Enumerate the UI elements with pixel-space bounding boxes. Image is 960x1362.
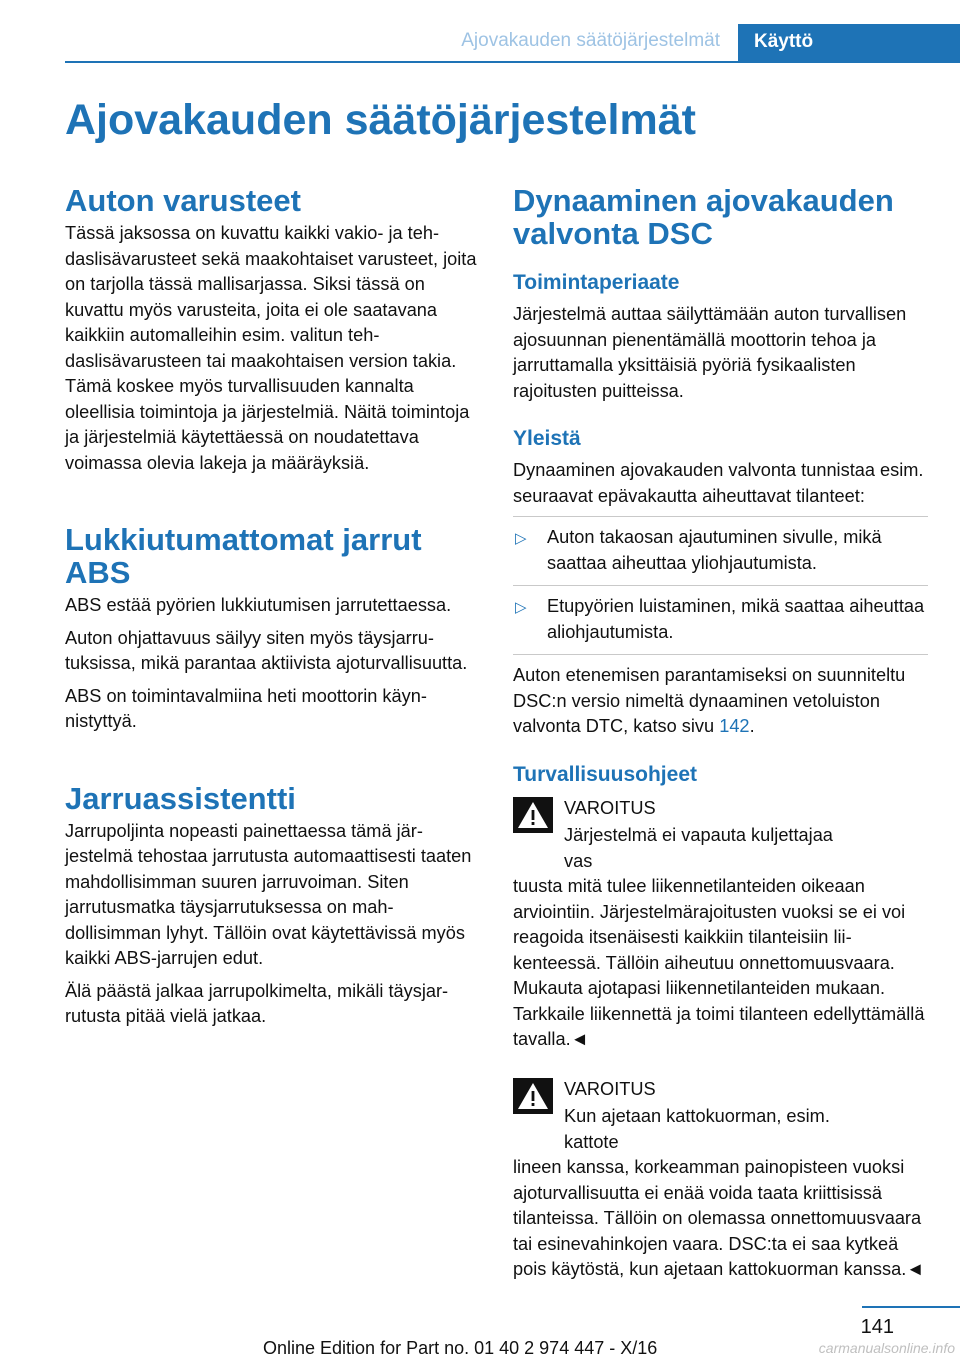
paragraph-end: . (749, 716, 755, 736)
paragraph: ABS estää pyörien lukkiutumisen jarrutettaessa. (65, 595, 452, 615)
list-item-text: Auton takaosan ajautuminen sivulle, mikä saattaa aiheuttaa yliohjautumista. (547, 527, 882, 573)
paragraph: Jarrupoljinta nopeasti painettaessa tämä järjestelmä tehostaa jarrutusta automaattisesti taaten mahdollisimman suuren jarruvoiman. Siten jarrutusmatka täysjarrutuksessa on mahdollisimman lyhyt. Tällöin ovat käytettävissä myös kaikki ABS-jarrujen edut. (65, 820, 472, 968)
heading-dsc: Dynaaminen ajovakauden valvonta DSC (513, 183, 894, 251)
list-item (513, 517, 928, 586)
paragraph-text: Auton etenemisen parantamiseksi on suunniteltu DSC:n versio nimeltä dynaaminen vetoluiston valvonta DTC, katso sivu (513, 665, 906, 736)
warning-triangle-icon (513, 1078, 553, 1114)
subheading-toimintaperiaate: Toimintaperiaate (513, 271, 680, 294)
heading-abs: Lukkiutumattomat jarrut ABS (65, 522, 422, 590)
page-title: Ajovakauden säätöjärjestelmät (65, 96, 696, 144)
page-number: 141 (860, 1316, 894, 1338)
footer-rule (862, 1306, 960, 1308)
paragraph: Tässä jaksossa on kuvattu kaikki vakio- ja tehdaslisävarusteet sekä maakohtaiset varusteet, joita on tarjolla tässä mallisarjassa. Siksi tässä on kuvattu myös varusteita, joita ei ole saatavana kaikkiin automalleihin esim. valitun tehdaslisävarusteen tai maakohtaisen version takia. Tämä koskee myös turvallisuuden kannalta oleellisia toimintoja ja järjestelmiä. Näitä toimintoja ja järjestelmiä käytettäessä on noudatettava voimassa olevia lakeja ja määräyksiä. (65, 223, 477, 473)
right-column (513, 184, 928, 1305)
subheading-turvallisuusohjeet: Turvallisuusohjeet (513, 762, 697, 786)
warning-block (513, 1075, 928, 1283)
paragraph: Järjestelmä auttaa säilyttämään auton turvallisen ajosuunnan pienentämällä moottorin tehoa ja jarruttamalla yksittäisiä pyöriä fysikaalisten rajoitusten puitteissa. (513, 304, 907, 401)
bullet-list (513, 516, 928, 655)
paragraph: Dynaaminen ajovakauden valvonta tunnistaa esim. seuraavat epävakautta aiheuttavat tilanteet: (513, 460, 924, 506)
warning-first-line: Järjestelmä ei vapauta kuljettajaa vas (564, 825, 833, 871)
bullet-triangle-icon: ▷ (515, 530, 527, 547)
left-column (65, 184, 480, 1037)
paragraph (513, 663, 928, 740)
warning-block (513, 794, 928, 1053)
heading-auton-varusteet: Auton varusteet (65, 183, 301, 218)
warning-title: VAROITUS (564, 1078, 656, 1099)
warning-text: tuusta mitä tulee liikennetilanteiden oikeaan arviointiin. Järjestelmärajoitusten vuoksi se ei voi reagoida itsenäisesti kaikkiin tilanteisiin liikenteessä. Tällöin aiheutuu onnettomuusvaara. Mukauta ajotapasi liikennetilanteiden mukaan. Tarkkaile liikennettä ja toimi tilanteen edellyttämällä tavalla.◄ (513, 876, 925, 1049)
warning-triangle-icon (513, 797, 553, 833)
warning-title: VAROITUS (564, 797, 656, 818)
footer-edition: Online Edition for Part no. 01 40 2 974 447 - X/16 (263, 1338, 658, 1358)
bullet-triangle-icon: ▷ (515, 599, 527, 616)
header-tab-kaytto[interactable]: Käyttö (738, 24, 960, 62)
page-link-142[interactable]: 142 (719, 716, 750, 736)
paragraph: Älä päästä jalkaa jarrupolkimelta, mikäli täysjarrutusta pitää vielä jatkaa. (65, 980, 449, 1026)
warning-first-line: Kun ajetaan kattokuorman, esim. kattote (564, 1106, 830, 1152)
header-section-label[interactable]: Ajovakauden säätöjärjestelmät (461, 30, 720, 51)
heading-jarruassistentti: Jarruassistentti (65, 780, 296, 816)
watermark: carmanualsonline.info (818, 1340, 955, 1356)
paragraph: Auton ohjattavuus säilyy siten myös täysjarrutuksissa, mikä parantaa aktiivista ajoturvallisuutta. (65, 627, 468, 673)
paragraph: ABS on toimintavalmiina heti moottorin käynnistyttyä. (65, 685, 427, 731)
subheading-yleista: Yleistä (513, 427, 581, 450)
warning-text: lineen kanssa, korkeamman painopisteen vuoksi ajoturvallisuutta ei enää voida taata kriittisissä tilanteissa. Tällöin on olemassa onnettomuusvaara tai esinevahinkojen vaara. DSC:ta ei saa kytkeä pois käytöstä, kun ajetaan kattokuorman kanssa.◄ (513, 1157, 925, 1279)
list-item (513, 586, 928, 655)
list-item-text: Etupyörien luistaminen, mikä saattaa aiheuttaa aliohjautumista. (547, 596, 925, 642)
